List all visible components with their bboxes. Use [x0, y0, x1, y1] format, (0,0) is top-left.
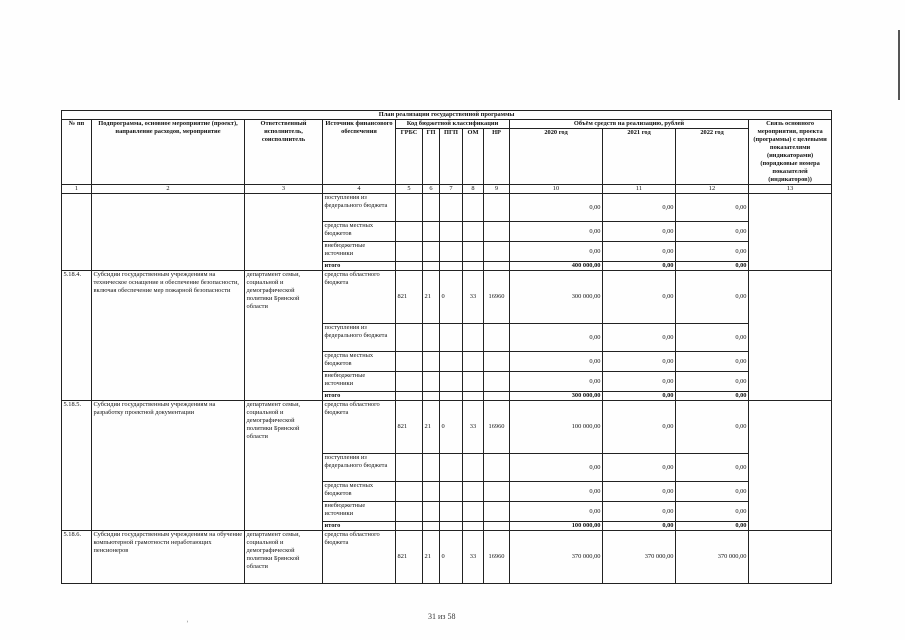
amount-2022: 0,00	[676, 242, 749, 262]
header-nr: НР	[484, 129, 510, 185]
header-budget-code: Код бюджетной классификации	[396, 120, 510, 129]
implementation-plan-table	[61, 110, 832, 584]
amount-2020: 0,00	[510, 352, 603, 372]
col-number: 6	[423, 185, 440, 194]
item-num: 5.18.4.	[62, 271, 92, 401]
total-2022: 0,00	[676, 262, 749, 271]
source-cell: средства местных бюджетов	[323, 352, 396, 372]
amount-2021: 0,00	[603, 352, 676, 372]
total-2021: 0,00	[603, 262, 676, 271]
amount-2022: 370 000,00	[676, 531, 749, 584]
code-pgp: 0	[440, 531, 463, 584]
col-number: 4	[323, 185, 396, 194]
total-2020: 400 000,00	[510, 262, 603, 271]
amount-2021: 370 000,00	[603, 531, 676, 584]
col-number: 10	[510, 185, 603, 194]
amount-2020: 0,00	[510, 454, 603, 482]
col-number: 8	[463, 185, 484, 194]
amount-2021: 0,00	[603, 454, 676, 482]
table-title: План реализации государственной программы	[62, 111, 832, 120]
amount-2022: 0,00	[676, 372, 749, 392]
source-cell: средства областного бюджета	[323, 531, 396, 584]
amount-2021: 0,00	[603, 271, 676, 324]
code-nr: 16960	[484, 531, 510, 584]
item-num: 5.18.6.	[62, 531, 92, 584]
code-gp: 21	[423, 531, 440, 584]
amount-2020: 100 000,00	[510, 401, 603, 454]
code-grbs: 821	[396, 401, 423, 454]
header-volume: Объём средств на реализацию, рублей	[510, 120, 749, 129]
amount-2022: 0,00	[676, 324, 749, 352]
header-grbs: ГРБС	[396, 129, 423, 185]
source-total: итого	[323, 262, 396, 271]
link-cell	[749, 401, 832, 531]
col-number: 3	[245, 185, 323, 194]
source-cell: поступления из федерального бюджета	[323, 194, 396, 222]
source-cell: поступления из федерального бюджета	[323, 324, 396, 352]
header-2020: 2020 год	[510, 129, 603, 185]
total-2020: 300 000,00	[510, 392, 603, 401]
code-grbs: 821	[396, 271, 423, 324]
amount-2021: 0,00	[603, 242, 676, 262]
item-num: 5.18.5.	[62, 401, 92, 531]
amount-2021: 0,00	[603, 401, 676, 454]
amount-2022: 0,00	[676, 482, 749, 502]
code-nr: 16960	[484, 271, 510, 324]
prev-item-num-cell	[62, 194, 92, 271]
item-name: Субсидии государственным учреждениям на обучение компьютерной грамотности неработающих пенсионеров	[92, 531, 245, 584]
amount-2021: 0,00	[603, 372, 676, 392]
scan-edge-line	[898, 30, 900, 100]
code-om: 33	[463, 271, 484, 324]
amount-2021: 0,00	[603, 194, 676, 222]
amount-2020: 0,00	[510, 222, 603, 242]
code-om: 33	[463, 531, 484, 584]
amount-2020: 0,00	[510, 482, 603, 502]
amount-2022: 0,00	[676, 222, 749, 242]
header-gp: ГП	[423, 129, 440, 185]
prev-item-name-cell	[92, 194, 245, 271]
link-cell	[749, 194, 832, 271]
amount-2020: 0,00	[510, 242, 603, 262]
amount-2020: 0,00	[510, 324, 603, 352]
total-2020: 100 000,00	[510, 522, 603, 531]
col-number: 7	[440, 185, 463, 194]
margin-mark: ʾ	[186, 620, 189, 629]
header-link: Связь основного мероприятия, проекта (программы) с целевыми показателями (индикаторами) (порядковые номера показателей (индикаторов))	[749, 120, 832, 185]
code-pgp: 0	[440, 271, 463, 324]
col-number: 1	[62, 185, 92, 194]
code-gp: 21	[423, 271, 440, 324]
amount-2021: 0,00	[603, 324, 676, 352]
total-2022: 0,00	[676, 522, 749, 531]
col-number: 9	[484, 185, 510, 194]
amount-2020: 300 000,00	[510, 271, 603, 324]
code-grbs: 821	[396, 531, 423, 584]
header-2022: 2022 год	[676, 129, 749, 185]
source-cell: внебюджетные источники	[323, 372, 396, 392]
source-total: итого	[323, 522, 396, 531]
header-source: Источник финансового обеспечения	[323, 120, 396, 185]
item-name: Субсидии государственным учреждениям на техническое оснащение и обеспечение безопасности, включая обеспечение мер пожарной безопасности	[92, 271, 245, 401]
source-cell: поступления из федерального бюджета	[323, 454, 396, 482]
amount-2022: 0,00	[676, 271, 749, 324]
amount-2022: 0,00	[676, 352, 749, 372]
header-pgp: ПГП	[440, 129, 463, 185]
item-executor: департамент семьи, социальной и демографической политики Брянской области	[245, 531, 323, 584]
code-gp: 21	[423, 401, 440, 454]
amount-2020: 0,00	[510, 194, 603, 222]
source-cell: средства местных бюджетов	[323, 222, 396, 242]
page-number: 31 из 58	[428, 612, 456, 621]
source-cell: средства местных бюджетов	[323, 482, 396, 502]
item-name: Субсидии государственным учреждениям на разработку проектной документации	[92, 401, 245, 531]
header-executor: Ответственный исполнитель, соисполнитель	[245, 120, 323, 185]
code-nr: 16960	[484, 401, 510, 454]
item-executor: департамент семьи, социальной и демографической политики Брянской области	[245, 271, 323, 401]
link-cell	[749, 531, 832, 584]
code-om: 33	[463, 401, 484, 454]
code-pgp: 0	[440, 401, 463, 454]
source-cell: внебюджетные источники	[323, 242, 396, 262]
source-total: итого	[323, 392, 396, 401]
source-cell: средства областного бюджета	[323, 271, 396, 324]
prev-item-executor-cell	[245, 194, 323, 271]
total-2021: 0,00	[603, 392, 676, 401]
amount-2022: 0,00	[676, 502, 749, 522]
amount-2020: 370 000,00	[510, 531, 603, 584]
amount-2021: 0,00	[603, 222, 676, 242]
source-cell: внебюджетные источники	[323, 502, 396, 522]
amount-2020: 0,00	[510, 372, 603, 392]
item-executor: департамент семьи, социальной и демографической политики Брянской области	[245, 401, 323, 531]
amount-2020: 0,00	[510, 502, 603, 522]
header-2021: 2021 год	[603, 129, 676, 185]
col-number: 2	[92, 185, 245, 194]
total-2021: 0,00	[603, 522, 676, 531]
amount-2022: 0,00	[676, 454, 749, 482]
col-number: 11	[603, 185, 676, 194]
amount-2021: 0,00	[603, 482, 676, 502]
total-2022: 0,00	[676, 392, 749, 401]
col-number: 12	[676, 185, 749, 194]
amount-2021: 0,00	[603, 502, 676, 522]
source-cell: средства областного бюджета	[323, 401, 396, 454]
amount-2022: 0,00	[676, 194, 749, 222]
header-num: № пп	[62, 120, 92, 185]
amount-2022: 0,00	[676, 401, 749, 454]
col-number: 5	[396, 185, 423, 194]
link-cell	[749, 271, 832, 401]
header-subprogram: Подпрограмма, основное мероприятие (проект), направление расходов, мероприятие	[92, 120, 245, 185]
header-om: ОМ	[463, 129, 484, 185]
col-number: 13	[749, 185, 832, 194]
